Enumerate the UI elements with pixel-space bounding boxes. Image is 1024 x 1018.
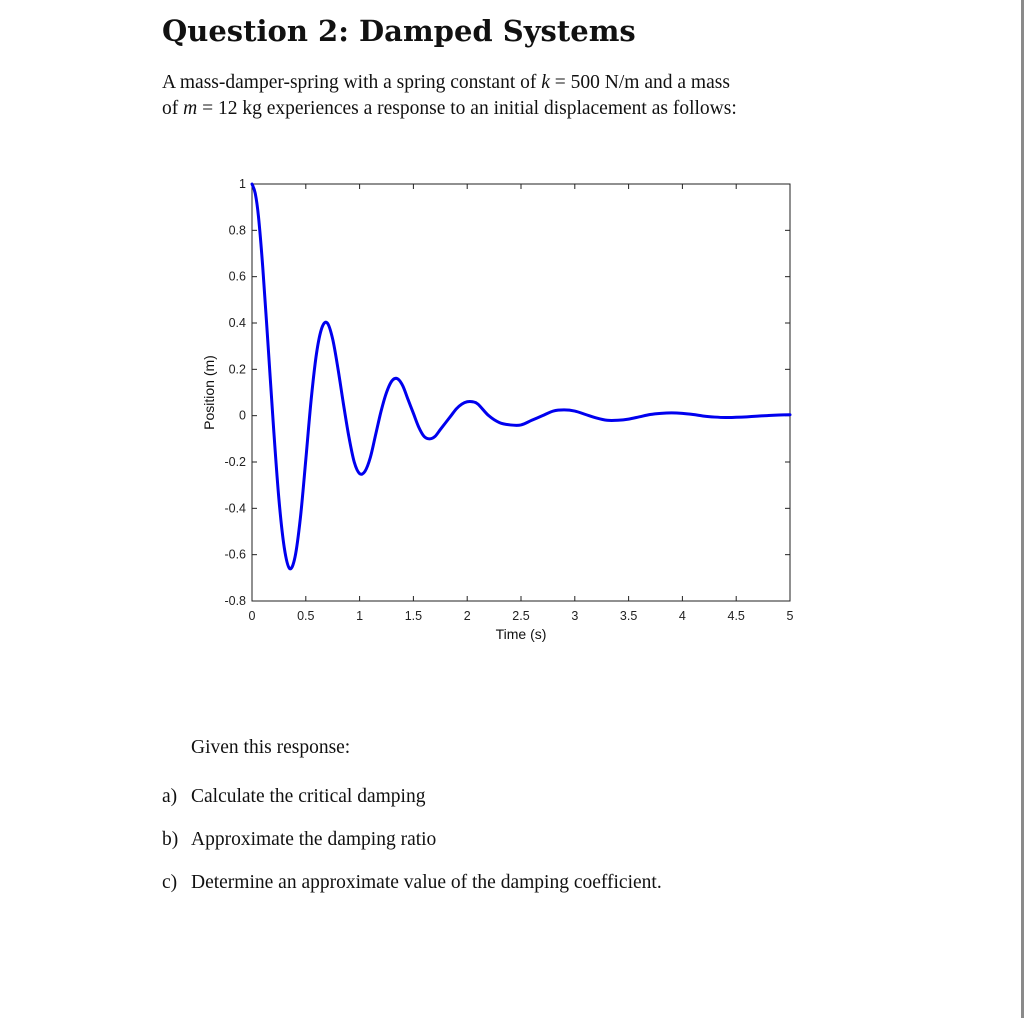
k-symbol: k — [541, 72, 550, 93]
y-tick-label: -0.6 — [224, 547, 246, 562]
equals-sign: = — [554, 72, 566, 93]
x-tick-label: 5 — [786, 609, 794, 623]
question-marker: b) — [162, 829, 179, 850]
x-tick-label: 3 — [571, 609, 579, 623]
y-tick-label: 0 — [239, 408, 246, 423]
question-item — [162, 872, 662, 915]
question-text: Calculate the critical damping — [191, 786, 426, 807]
x-tick-label: 1.5 — [404, 609, 423, 623]
question-marker: c) — [162, 872, 178, 893]
y-tick-label: 1 — [239, 177, 246, 191]
statement-text: and a mass — [644, 72, 730, 93]
y-tick-label: 0.6 — [228, 269, 246, 284]
x-tick-label: 1 — [356, 609, 364, 623]
x-tick-label: 4 — [678, 609, 686, 623]
y-axis-label: Position (m) — [201, 355, 217, 430]
x-tick-label: 0 — [248, 609, 256, 623]
problem-statement — [162, 70, 862, 122]
statement-line-2 — [162, 96, 862, 122]
m-value: 12 kg — [217, 98, 262, 119]
y-tick-label: 0.2 — [228, 362, 246, 377]
y-tick-label: 0.8 — [228, 223, 246, 238]
equals-sign: = — [202, 98, 214, 119]
statement-text: of — [162, 98, 179, 119]
statement-line-1 — [162, 70, 862, 96]
question-list — [162, 786, 662, 915]
y-tick-label: -0.2 — [224, 455, 246, 469]
question-item — [162, 786, 662, 829]
x-tick-label: 2.5 — [512, 609, 530, 623]
k-value: 500 N/m — [570, 72, 640, 93]
response-chart — [190, 170, 810, 660]
question-marker: a) — [162, 786, 178, 807]
x-tick-label: 0.5 — [297, 609, 315, 623]
statement-text: experiences a response to an initial displacement as follows: — [266, 98, 737, 119]
statement-text: A mass-damper-spring with a spring constant of — [162, 72, 537, 93]
question-item — [162, 829, 662, 872]
x-tick-label: 3.5 — [619, 609, 638, 623]
plot-frame — [252, 184, 790, 601]
given-text: Given this response: — [191, 737, 351, 758]
question-text: Determine an approximate value of the damping coefficient. — [191, 872, 662, 893]
page-title: Question 2: Damped Systems — [162, 14, 636, 48]
question-text: Approximate the damping ratio — [191, 829, 437, 850]
x-tick-label: 4.5 — [727, 609, 745, 623]
x-tick-label: 2 — [463, 609, 471, 623]
x-axis-label: Time (s) — [495, 626, 547, 642]
y-tick-label: -0.4 — [224, 501, 246, 516]
y-tick-label: -0.8 — [224, 594, 246, 608]
y-tick-label: 0.4 — [228, 316, 246, 330]
m-symbol: m — [183, 98, 198, 119]
